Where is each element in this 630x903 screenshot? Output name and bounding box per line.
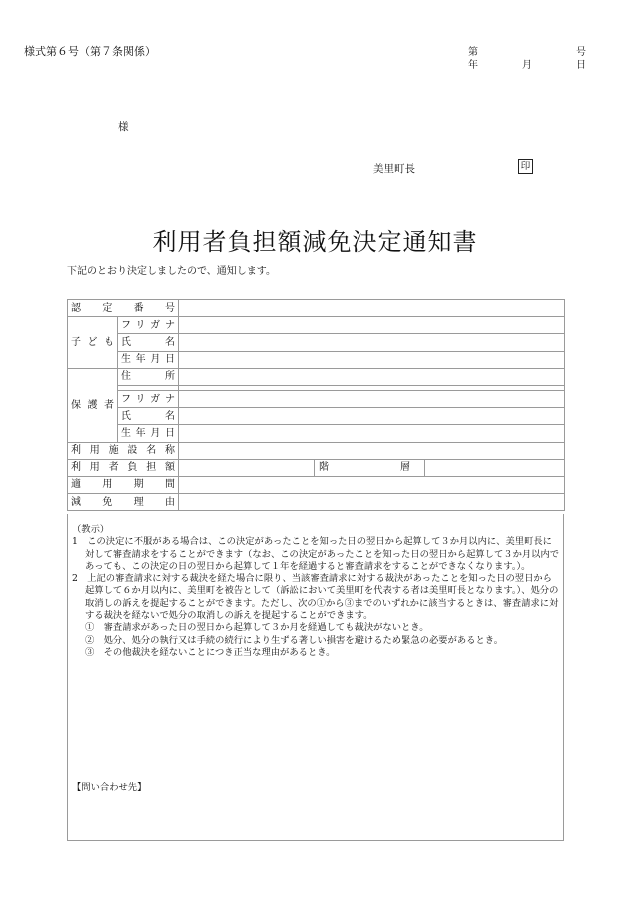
facility-name-field[interactable] — [179, 442, 565, 459]
guardian-name-label: 氏名 — [118, 408, 179, 425]
table-row — [68, 334, 565, 351]
user-burden-field[interactable] — [179, 459, 315, 476]
guardian-group-label: 保護者 — [68, 368, 118, 442]
facility-name-label: 利用施設名称 — [68, 442, 179, 459]
table-row — [68, 494, 565, 511]
form-number: 様式第６号（第７条関係） — [24, 45, 156, 58]
child-name-field[interactable] — [179, 334, 565, 351]
period-label: 適用期間 — [68, 476, 179, 493]
reason-field[interactable] — [179, 494, 565, 511]
tier-field[interactable] — [425, 459, 565, 476]
guardian-name-field[interactable] — [179, 408, 565, 425]
addressee-suffix: 様 — [118, 121, 129, 133]
instructions-heading: （教示） — [72, 524, 110, 535]
guardian-dob-label: 生年月日 — [118, 425, 179, 442]
table-row — [68, 351, 565, 368]
table-row — [68, 390, 565, 407]
period-field[interactable] — [179, 476, 565, 493]
contact-heading: 【問い合わせ先】 — [72, 782, 147, 793]
instruction-sub-1: ① 審査請求があった日の翌日から起算して３か月を経過しても裁決がないとき。 — [85, 622, 429, 634]
cert-number-label: 認定番号 — [68, 300, 179, 317]
instruction-sub-2: ② 処分、処分の執行又は手続の続行により生ずる著しい損害を避けるため緊急の必要があるとき。 — [85, 634, 503, 646]
number-prefix-label: 第 — [468, 47, 478, 58]
table-row — [68, 317, 565, 334]
guardian-furigana-field[interactable] — [179, 390, 565, 407]
guardian-dob-field[interactable] — [179, 425, 565, 442]
child-furigana-label: フリガナ — [118, 317, 179, 334]
child-dob-field[interactable] — [179, 351, 565, 368]
table-row — [68, 408, 565, 425]
child-name-label: 氏名 — [118, 334, 179, 351]
seal-mark: 印 — [518, 159, 533, 174]
child-dob-label: 生年月日 — [118, 351, 179, 368]
table-row — [68, 368, 565, 385]
instruction-item-2: 2 上記の審査請求に対する裁決を経た場合に限り、当該審査請求に対する裁決があったことを知った日の翌日から起算して６か月以内に、美里町を被告として（訴訟において美里町を代表する者は美里町長となります。）、処分の取消しの訴えを提起することができます。ただし、次の①から③までのいずれかに該当するときは、審査請求に対する裁決を経ないで処分の取消しの訴えを提起することができます。 — [72, 573, 559, 622]
cert-number-field[interactable] — [179, 300, 565, 317]
instruction-item-1: 1 この決定に不服がある場合は、この決定があったことを知った日の翌日から起算して３か月以内に、美里町長に対して審査請求をすることができます（なお、この決定があったことを知った日の翌日から起算して３か月以内であっても、この決定の日の翌日から起算して１年を経過すると審査請求をすることができなくなります。）。 — [72, 536, 560, 572]
table-row — [68, 425, 565, 442]
document-title: 利用者負担額減免決定通知書 — [152, 228, 478, 256]
number-suffix-label: 号 — [576, 47, 586, 58]
year-label: 年 — [468, 60, 478, 71]
decision-form-table — [67, 299, 565, 511]
document-number-date — [468, 46, 586, 72]
user-burden-label: 利用者負担額 — [68, 459, 179, 476]
day-label: 日 — [576, 60, 586, 71]
reason-label: 減免理由 — [68, 494, 179, 511]
tier-label: 階層 — [315, 459, 425, 476]
issuer-name: 美里町長 — [373, 163, 415, 175]
instruction-sub-3: ③ その他裁決を経ないことにつき正当な理由があるとき。 — [85, 646, 336, 658]
month-label: 月 — [522, 60, 532, 71]
guardian-address-field[interactable] — [179, 368, 565, 385]
table-row — [68, 476, 565, 493]
guardian-furigana-label: フリガナ — [118, 390, 179, 407]
table-row — [68, 459, 565, 476]
guardian-address-label: 住所 — [118, 368, 179, 385]
intro-text: 下記のとおり決定しましたので、通知します。 — [67, 266, 276, 277]
table-row — [68, 442, 565, 459]
table-row — [68, 300, 565, 317]
instructions-box — [67, 514, 564, 841]
child-furigana-field[interactable] — [179, 317, 565, 334]
child-group-label: 子ども — [68, 317, 118, 369]
